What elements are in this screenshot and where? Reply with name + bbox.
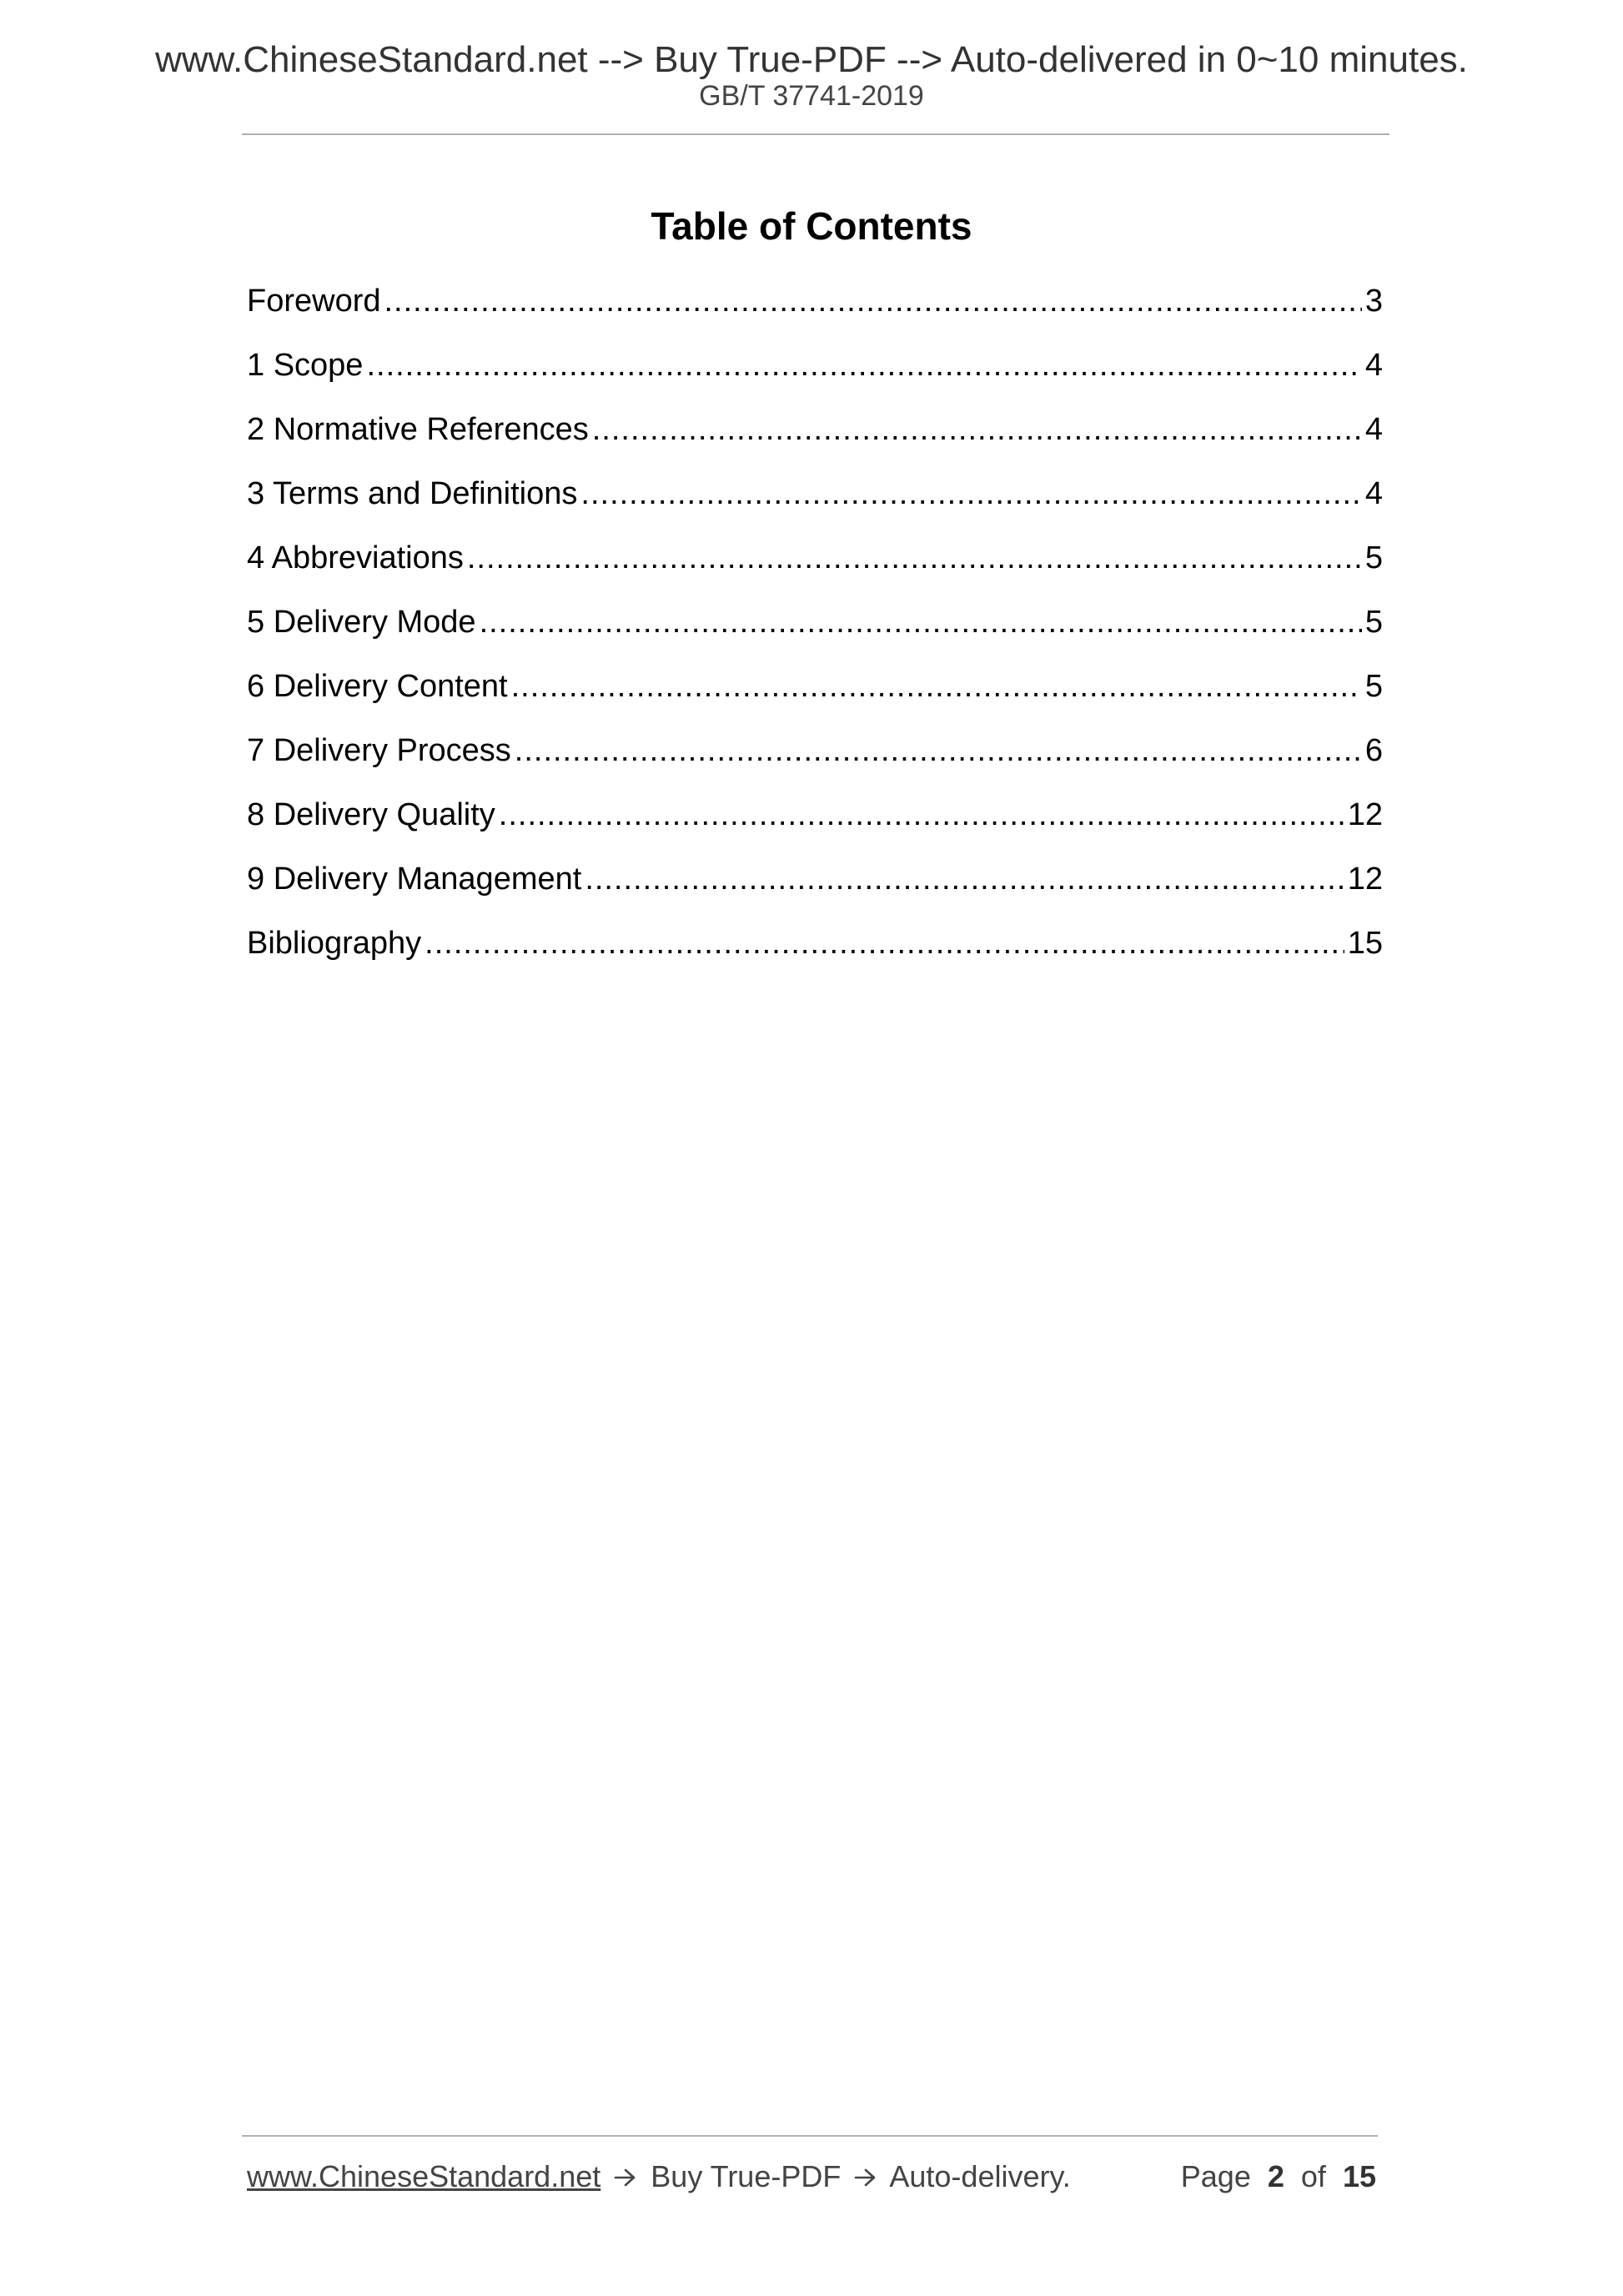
toc-entry-delivery-mode[interactable] — [247, 603, 1383, 667]
toc-title: Table of Contents — [651, 204, 972, 248]
table-of-contents — [247, 282, 1383, 988]
footer-buy-text: Buy True-PDF — [651, 2159, 842, 2193]
toc-entry-delivery-management[interactable] — [247, 860, 1383, 924]
toc-leader-dots — [585, 860, 1344, 898]
toc-entry-page: 5 — [1364, 540, 1383, 575]
of-word: of — [1300, 2159, 1326, 2193]
footer-divider — [242, 2135, 1378, 2137]
toc-entry-bibliography[interactable] — [247, 924, 1383, 988]
toc-entry-delivery-content[interactable] — [247, 667, 1383, 731]
page-current: 2 — [1267, 2159, 1284, 2193]
toc-entry-label: 1 Scope — [247, 348, 364, 383]
toc-entry-page: 6 — [1364, 733, 1383, 768]
right-arrow-icon — [614, 2167, 637, 2188]
toc-entry-label: 4 Abbreviations — [247, 540, 464, 575]
footer-left — [247, 2158, 1071, 2195]
toc-entry-page: 12 — [1347, 862, 1383, 897]
toc-leader-dots — [384, 282, 1362, 320]
toc-entry-foreword[interactable] — [247, 282, 1383, 346]
toc-entry-page: 4 — [1364, 348, 1383, 383]
toc-leader-dots — [366, 346, 1361, 384]
toc-entry-label: 2 Normative References — [247, 412, 589, 447]
toc-leader-dots — [515, 731, 1362, 770]
standard-code: GB/T 37741-2019 — [699, 80, 924, 112]
toc-leader-dots — [499, 796, 1344, 834]
toc-entry-normative-references[interactable] — [247, 410, 1383, 475]
toc-entry-page: 4 — [1364, 412, 1383, 447]
toc-leader-dots — [511, 667, 1362, 706]
toc-entry-label: 5 Delivery Mode — [247, 605, 476, 640]
toc-entry-scope[interactable] — [247, 346, 1383, 410]
toc-entry-page: 15 — [1347, 926, 1383, 961]
toc-entry-label: Foreword — [247, 284, 381, 319]
toc-entry-page: 3 — [1364, 284, 1383, 319]
toc-entry-page: 4 — [1364, 476, 1383, 511]
right-arrow-icon — [854, 2167, 877, 2188]
toc-entry-delivery-quality[interactable] — [247, 796, 1383, 860]
header-banner: www.ChineseStandard.net --> Buy True-PDF --> Auto-delivered in 0~10 minutes. — [155, 39, 1468, 80]
toc-leader-dots — [480, 603, 1362, 641]
toc-entry-label: 8 Delivery Quality — [247, 797, 495, 832]
toc-entry-delivery-process[interactable] — [247, 731, 1383, 796]
page-total: 15 — [1342, 2159, 1376, 2193]
toc-entry-page: 12 — [1347, 797, 1383, 832]
toc-entry-label: Bibliography — [247, 926, 422, 961]
toc-leader-dots — [580, 475, 1361, 513]
toc-leader-dots — [467, 539, 1362, 577]
toc-entry-abbreviations[interactable] — [247, 539, 1383, 603]
header-divider — [242, 133, 1389, 135]
toc-entry-terms-and-definitions[interactable] — [247, 475, 1383, 539]
toc-entry-label: 9 Delivery Management — [247, 862, 582, 897]
toc-entry-label: 3 Terms and Definitions — [247, 476, 578, 511]
footer-site-link[interactable]: www.ChineseStandard.net — [247, 2159, 601, 2193]
toc-entry-label: 6 Delivery Content — [247, 669, 508, 704]
page-word: Page — [1180, 2159, 1251, 2193]
toc-leader-dots — [592, 410, 1362, 449]
page-number — [1181, 2158, 1376, 2195]
toc-entry-page: 5 — [1364, 669, 1383, 704]
footer-delivery-text: Auto-delivery. — [889, 2159, 1071, 2193]
toc-entry-label: 7 Delivery Process — [247, 733, 511, 768]
toc-entry-page: 5 — [1364, 605, 1383, 640]
toc-leader-dots — [425, 924, 1344, 962]
